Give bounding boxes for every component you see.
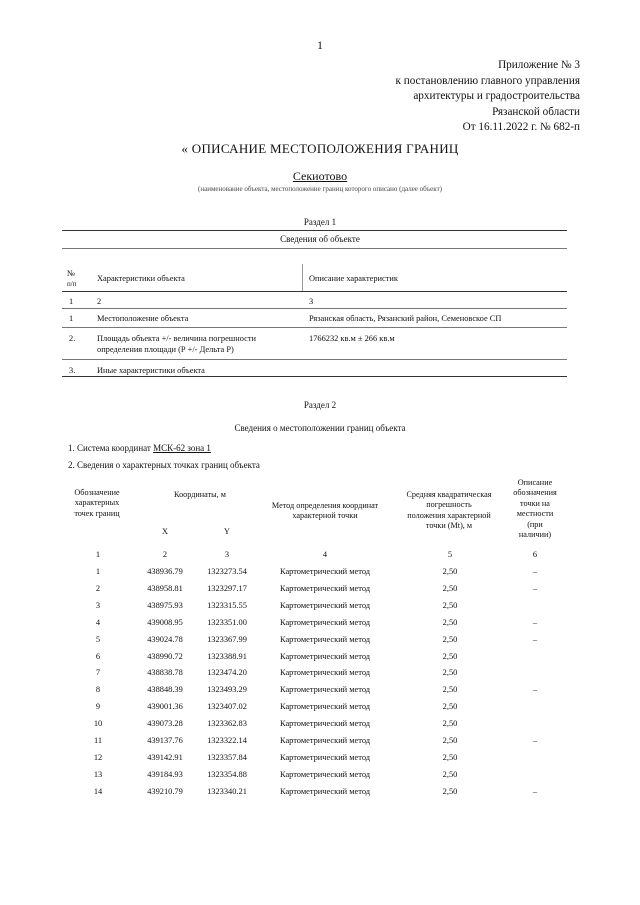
- header-coordinates: Координаты, м: [174, 490, 226, 499]
- section1-row-num: 1: [69, 314, 74, 323]
- cell-mark: –: [532, 634, 538, 644]
- table-row: [0, 787, 640, 804]
- cell-mt: 2,50: [442, 600, 458, 610]
- index-cell: 4: [322, 550, 328, 559]
- coordinate-system-line: 1. Система координат МСК-62 зона 1: [68, 443, 211, 453]
- cell-n: 11: [93, 736, 103, 745]
- index-cell: 2: [162, 550, 168, 559]
- section1-index-cell: 1: [69, 297, 74, 306]
- section1-header-num: № п/п: [67, 269, 77, 288]
- cell-method: Картометрический метод: [279, 736, 371, 745]
- cell-x: 439142.91: [147, 752, 183, 762]
- cell-n: 12: [93, 752, 103, 762]
- cell-mt: 2,50: [442, 752, 458, 762]
- cell-x: 439001.36: [147, 702, 183, 712]
- cell-n: 5: [95, 634, 101, 644]
- appendix-header: [395, 58, 580, 136]
- cell-method: Картометрический метод: [279, 769, 371, 779]
- cell-method: Картометрический метод: [279, 702, 371, 712]
- section1-row-name: Местоположение объекта: [97, 314, 189, 323]
- cell-n: 1: [95, 567, 101, 576]
- cell-method: Картометрический метод: [279, 651, 371, 661]
- table-row: [0, 736, 640, 753]
- cell-n: 4: [95, 617, 101, 627]
- cell-n: 3: [95, 600, 101, 610]
- cell-y: 1323351.00: [207, 617, 247, 627]
- section1-row-name: Иные характеристики объекта: [97, 366, 205, 375]
- index-row: [0, 550, 640, 567]
- table-row: [0, 584, 640, 601]
- cell-x: 439008.95: [147, 617, 183, 627]
- cell-mt: 2,50: [442, 634, 458, 644]
- header-y: Y: [224, 527, 230, 536]
- appendix-line: к постановлению главного управления: [395, 74, 580, 87]
- cell-mark: –: [532, 736, 538, 745]
- cell-mark: –: [532, 617, 538, 627]
- cell-mt: 2,50: [442, 769, 458, 779]
- index-cell: 1: [95, 550, 101, 559]
- cell-y: 1323322.14: [207, 736, 247, 745]
- cell-x: 438936.79: [147, 567, 183, 576]
- cell-method: Картометрический метод: [279, 685, 371, 695]
- header-point-designation: Обозначение характерных точек границ: [74, 488, 120, 518]
- cell-y: 1323273.54: [207, 567, 247, 576]
- divider: [62, 327, 567, 328]
- table-row: [0, 702, 640, 719]
- cell-y: 1323340.21: [207, 786, 247, 796]
- cell-x: 438848.39: [147, 685, 183, 695]
- cell-method: Картометрический метод: [279, 634, 371, 644]
- cell-x: 438958.81: [147, 583, 183, 593]
- header-marking: Описание обозначения точки на местности (при наличии): [513, 478, 557, 540]
- cell-mt: 2,50: [442, 702, 458, 712]
- cell-n: 14: [93, 786, 103, 796]
- cell-x: 438990.72: [147, 651, 183, 661]
- cell-mt: 2,50: [442, 736, 458, 745]
- cell-method: Картометрический метод: [279, 567, 371, 576]
- index-cell: 3: [224, 550, 230, 559]
- cell-x: 439073.28: [147, 719, 183, 729]
- cell-mt: 2,50: [442, 786, 458, 796]
- cell-method: Картометрический метод: [279, 600, 371, 610]
- table-row: [0, 753, 640, 770]
- cell-n: 2: [95, 583, 101, 593]
- cell-method: Картометрический метод: [279, 786, 371, 796]
- cell-x: 439210.79: [147, 786, 183, 796]
- cell-method: Картометрический метод: [279, 617, 371, 627]
- appendix-line: Приложение № 3: [498, 59, 580, 71]
- divider: [62, 230, 567, 231]
- cell-y: 1323388.91: [207, 651, 247, 661]
- cell-mark: –: [532, 685, 538, 695]
- cell-method: Картометрический метод: [279, 583, 371, 593]
- section1-row-num: 2.: [69, 334, 76, 343]
- cell-method: Картометрический метод: [279, 668, 371, 678]
- cell-n: 8: [95, 685, 101, 695]
- appendix-line: архитектуры и градостроительства: [413, 90, 580, 103]
- cell-method: Картометрический метод: [279, 752, 371, 762]
- section1-header-description: Описание характеристик: [309, 274, 398, 283]
- cell-mark: –: [532, 567, 538, 576]
- divider: [302, 264, 303, 292]
- table-row: [0, 770, 640, 787]
- cell-y: 1323474.20: [207, 668, 247, 678]
- cell-x: 439184.93: [147, 769, 183, 779]
- index-cell: 6: [532, 550, 538, 559]
- section2-subtitle: Сведения о местоположении границ объекта: [234, 423, 406, 433]
- divider: [62, 359, 567, 360]
- cell-mt: 2,50: [442, 651, 458, 661]
- section1-row-value: Рязанская область, Рязанский район, Семеновское СП: [309, 314, 502, 323]
- section1-index-cell: 2: [97, 297, 102, 306]
- cell-y: 1323407.02: [207, 702, 247, 712]
- cell-x: 438975.93: [147, 600, 183, 610]
- table-row: [0, 635, 640, 652]
- document-title: « ОПИСАНИЕ МЕСТОПОЛОЖЕНИЯ ГРАНИЦ: [181, 141, 459, 156]
- coordinate-system-value: МСК-62 зона 1: [153, 443, 211, 453]
- cell-n: 6: [95, 651, 101, 661]
- cell-y: 1323367.99: [207, 634, 247, 644]
- cell-mt: 2,50: [442, 719, 458, 729]
- table-row: [0, 652, 640, 669]
- table-row: [0, 567, 640, 584]
- table-row: [0, 685, 640, 702]
- header-method: Метод определения координат характерной точки: [271, 501, 379, 521]
- cell-n: 13: [93, 769, 103, 779]
- cell-mt: 2,50: [442, 567, 458, 576]
- appendix-line: Рязанской области: [492, 105, 580, 118]
- section1-row-name: Площадь объекта +/- величина погрешности определения площади (Р +/- Дельта Р): [97, 334, 256, 354]
- divider: [62, 248, 567, 249]
- cell-x: 439137.76: [147, 736, 183, 745]
- cell-n: 10: [93, 719, 103, 729]
- section2-title: Раздел 2: [303, 400, 337, 410]
- cell-y: 1323315.55: [207, 600, 247, 610]
- section1-title: Раздел 1: [303, 217, 337, 227]
- cell-y: 1323362.83: [207, 719, 247, 729]
- object-caption: (наименование объекта, местоположение границ которого описано (далее объект): [198, 185, 442, 193]
- page-number: 1: [317, 38, 323, 52]
- section1-row-value: 1766232 кв.м ± 266 кв.м: [309, 334, 395, 343]
- section1-index-cell: 3: [309, 297, 314, 306]
- cell-mt: 2,50: [442, 668, 458, 678]
- cell-mark: –: [532, 583, 538, 593]
- cell-mt: 2,50: [442, 583, 458, 593]
- index-cell: 5: [447, 550, 453, 559]
- section1-subtitle: Сведения об объекте: [280, 234, 360, 244]
- cell-y: 1323297.17: [207, 583, 247, 593]
- cell-mt: 2,50: [442, 617, 458, 627]
- object-name: Секиотово: [292, 169, 348, 183]
- cell-n: 7: [95, 668, 101, 678]
- header-x: X: [162, 527, 168, 536]
- header-error: Средняя квадратическая погрешность положения характерной точки (Mt), м: [406, 490, 492, 531]
- appendix-line: От 16.11.2022 г. № 682-п: [462, 121, 580, 134]
- table-row: [0, 719, 640, 736]
- table-row: [0, 618, 640, 635]
- cell-n: 9: [95, 702, 101, 712]
- cell-mark: –: [532, 786, 538, 796]
- table-row: [0, 601, 640, 618]
- cell-x: 439024.78: [147, 634, 183, 644]
- cell-y: 1323354.88: [207, 769, 247, 779]
- cell-y: 1323357.84: [207, 752, 247, 762]
- cell-x: 438838.78: [147, 668, 183, 678]
- points-list-label: 2. Сведения о характерных точках границ объекта: [68, 460, 260, 470]
- cell-y: 1323493.29: [207, 685, 247, 695]
- section1-header-characteristic: Характеристики объекта: [97, 274, 185, 283]
- table-row: [0, 668, 640, 685]
- cell-method: Картометрический метод: [279, 719, 371, 729]
- section1-row-num: 3.: [69, 366, 76, 375]
- cell-mt: 2,50: [442, 685, 458, 695]
- divider: [62, 291, 567, 292]
- divider: [62, 376, 567, 377]
- divider: [62, 308, 567, 309]
